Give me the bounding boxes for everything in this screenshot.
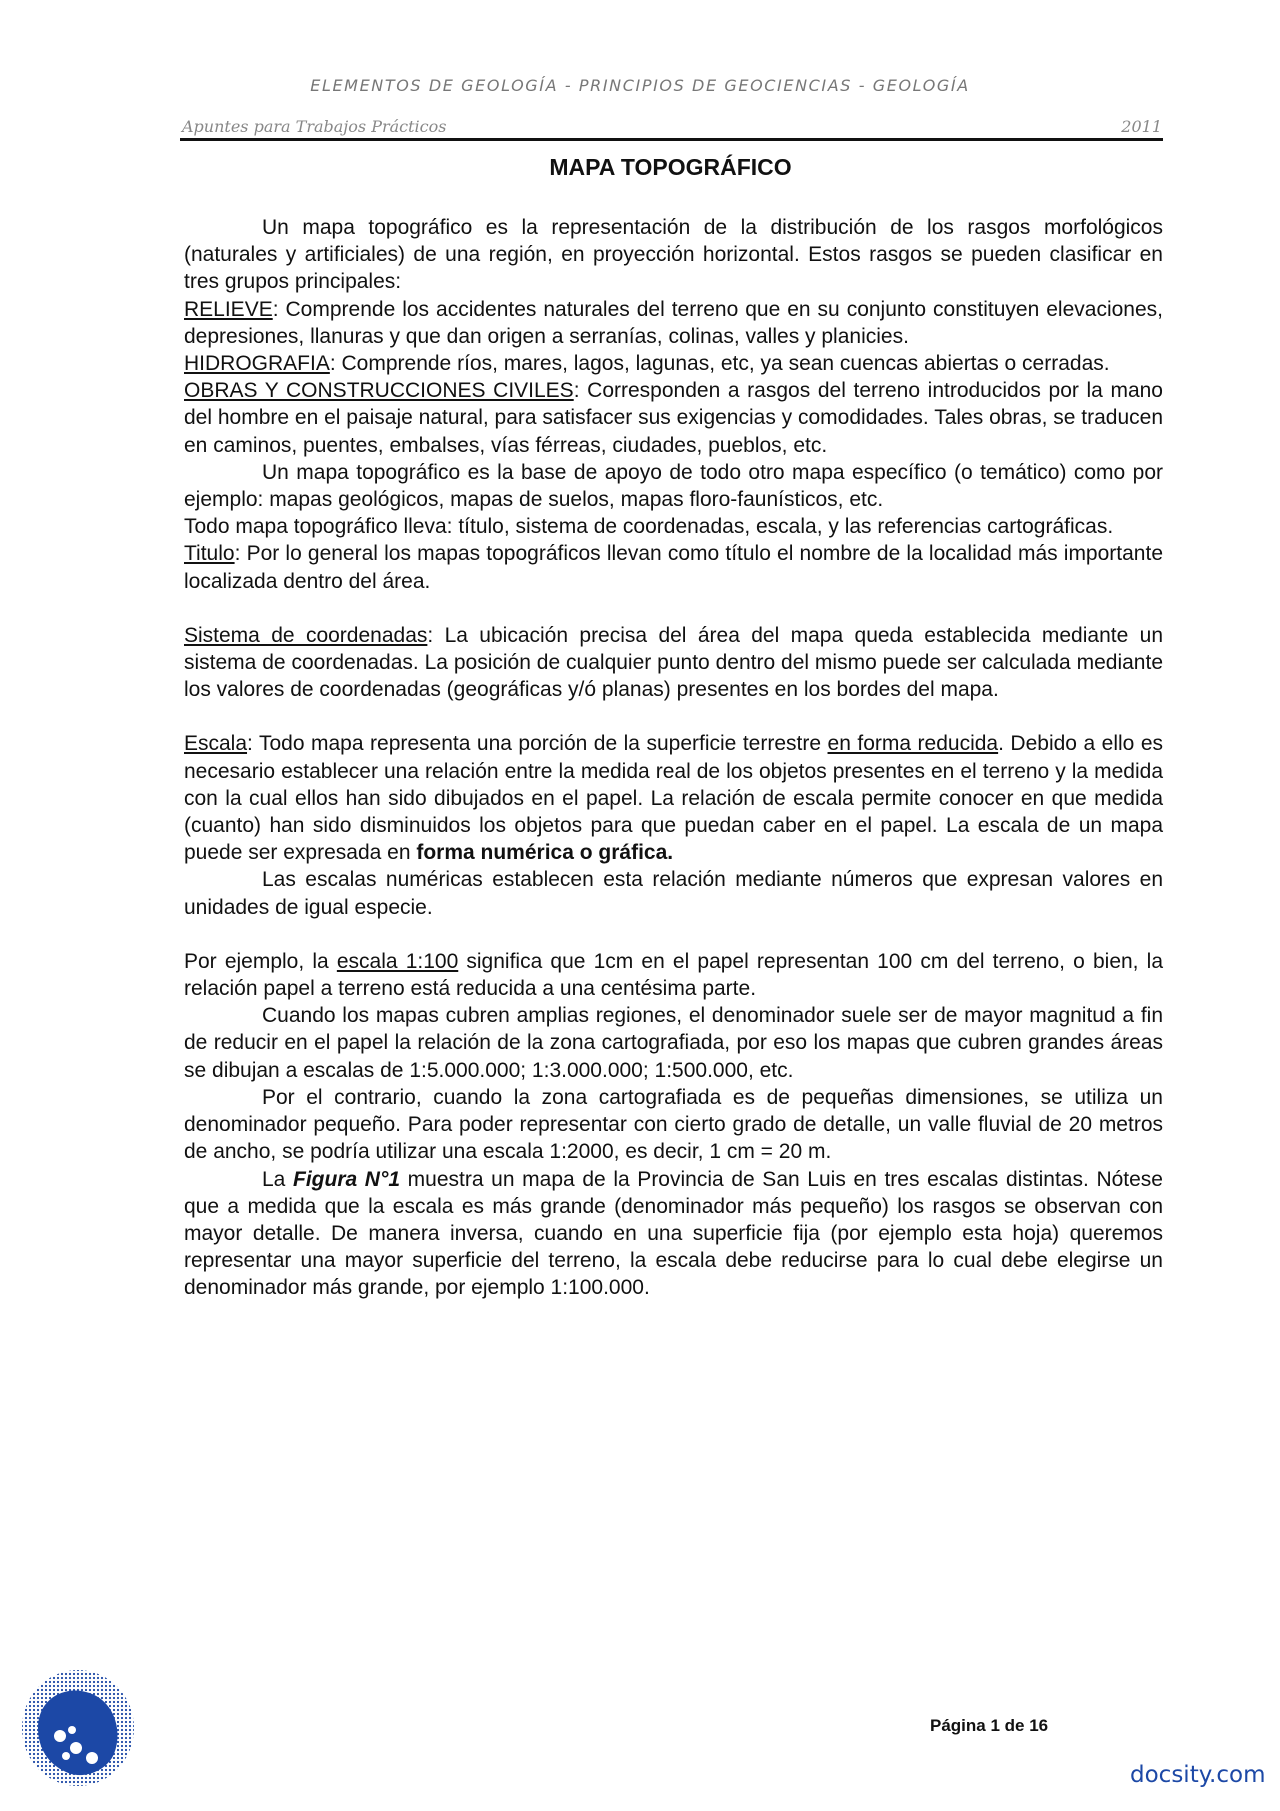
text-escala-1: : Todo mapa representa una porción de la superficie terrestre bbox=[247, 732, 828, 756]
spacer bbox=[184, 595, 1163, 622]
paragraph-contrario: Por el contrario, cuando la zona cartografiada es de pequeñas dimensiones, se utiliza un denominador pequeño. Para poder representar con cierto grado de detalle, un valle fluvial de 20 metros de ancho, se podría utilizar una escala 1:2000, es decir, 1 cm = 20 m. bbox=[184, 1085, 1163, 1164]
text-titulo: : Por lo general los mapas topográficos llevan como título el nombre de la localidad más importante localizada dentro del área. bbox=[184, 542, 1163, 593]
paragraph-figura bbox=[184, 1166, 1163, 1302]
paragraph-sistema bbox=[184, 622, 1163, 704]
paragraph-amplias: Cuando los mapas cubren amplias regiones, el denominador suele ser de mayor magnitud a fin de reducir en el papel la relación de la zona cartografiada, por eso los mapas que cubren grandes áreas se dibujan a escalas de 1:5.000.000; 1:3.000.000; 1:500.000, etc. bbox=[184, 1004, 1163, 1082]
paragraph-hidrografia bbox=[184, 350, 1163, 377]
docsity-logo-icon bbox=[20, 1668, 136, 1792]
paragraph-titulo bbox=[184, 540, 1163, 594]
term-hidrografia: HIDROGRAFIA bbox=[184, 352, 330, 376]
header-subtitle-left: Apuntes para Trabajos Prácticos bbox=[182, 117, 447, 136]
docsity-watermark[interactable]: docsity.com bbox=[1130, 1762, 1266, 1788]
text-escala-bold: forma numérica o gráfica. bbox=[416, 841, 674, 865]
paragraph-obras bbox=[184, 377, 1163, 459]
spacer bbox=[184, 703, 1163, 730]
term-titulo: Titulo bbox=[184, 542, 235, 566]
course-header: ELEMENTOS DE GEOLOGÍA - PRINCIPIOS DE GEOCIENCIAS - GEOLOGÍA bbox=[310, 76, 970, 95]
spacer bbox=[184, 921, 1163, 948]
text-hidrografia: : Comprende ríos, mares, lagos, lagunas, etc, ya sean cuencas abiertas o cerradas. bbox=[329, 352, 1110, 376]
text-figura: muestra un mapa de la Provincia de San Luis en tres escalas distintas. Nótese que a medida que la escala es más grande (denominador más pequeño) los rasgos se observan con mayor detalle. De manera inversa, cuando en una superficie fija (por ejemplo esta hoja) queremos representar una mayor superficie del terreno, la escala debe reducirse para lo cual debe elegirse un denominador más grande, por ejemplo 1:100.000. bbox=[184, 1167, 1163, 1300]
paragraph-base: Un mapa topográfico es la base de apoyo de todo otro mapa específico (o temático) como por ejemplo: mapas geológicos, mapas de suelos, mapas floro-faunísticos, etc. bbox=[184, 460, 1163, 512]
paragraph-relieve bbox=[184, 296, 1163, 350]
paragraph-escala bbox=[184, 730, 1163, 866]
text-relieve: : Comprende los accidentes naturales del terreno que en su conjunto constituyen elevaciones, depresiones, llanuras y que dan origen a serranías, colinas, valles y planicies. bbox=[184, 297, 1163, 348]
header-divider bbox=[180, 138, 1163, 141]
paragraph-intro: Un mapa topográfico es la representación de la distribución de los rasgos morfológicos (naturales y artificiales) de una región, en proyección horizontal. Estos rasgos se pueden clasificar en tres grupos principales: bbox=[184, 216, 1163, 294]
page-number: Página 1 de 16 bbox=[930, 1716, 1049, 1735]
text-ejemplo: significa que 1cm en el papel representan 100 cm del terreno, o bien, la relación papel a terreno está reducida a una centésima parte. bbox=[184, 949, 1163, 1001]
term-relieve: RELIEVE bbox=[184, 297, 273, 321]
text-obras: : Corresponden a rasgos del terreno introducidos por la mano del hombre en el paisaje natural, para satisfacer sus exigencias y comodidades. Tales obras, se traducen en caminos, puentes, embalses, vías férreas, ciudades, pueblos, etc. bbox=[184, 379, 1164, 457]
term-sistema: Sistema de coordenadas bbox=[184, 623, 428, 647]
paragraph-numericas: Las escalas numéricas establecen esta relación mediante números que expresan valores en unidades de igual especie. bbox=[184, 868, 1163, 919]
text-figura-pre: La bbox=[262, 1167, 293, 1191]
paragraph-elements: Todo mapa topográfico lleva: título, sistema de coordenadas, escala, y las referencias cartográficas. bbox=[184, 515, 1114, 539]
term-obras: OBRAS Y CONSTRUCCIONES CIVILES bbox=[184, 379, 574, 403]
text-escala-2: . Debido a ello es necesario establecer una relación entre la medida real de los objetos presentes en el terreno y la medida con la cual ellos han sido dibujados en el papel. La relación de escala permite conocer en que medida (cuanto) han sido disminuidos los objetos para que puedan caber en el papel. La escala de un mapa puede ser expresada en bbox=[184, 732, 1163, 865]
header-year: 2011 bbox=[1121, 117, 1162, 136]
text-escala-underline: en forma reducida bbox=[827, 732, 999, 756]
term-escala-100: escala 1:100 bbox=[336, 949, 459, 973]
term-escala: Escala bbox=[184, 732, 248, 756]
document-body bbox=[184, 214, 1163, 1302]
text-sistema: : La ubicación precisa del área del mapa queda establecida mediante un sistema de coordenadas. La posición de cualquier punto dentro del mismo puede ser calculada mediante los valores de coordenadas (geográficas y/ó planas) presentes en los bordes del mapa. bbox=[184, 623, 1163, 702]
figure-reference: Figura N°1 bbox=[293, 1167, 401, 1191]
paragraph-ejemplo bbox=[184, 948, 1163, 1002]
page-title: MAPA TOPOGRÁFICO bbox=[549, 154, 792, 180]
text-ejemplo-pre: Por ejemplo, la bbox=[184, 949, 337, 973]
